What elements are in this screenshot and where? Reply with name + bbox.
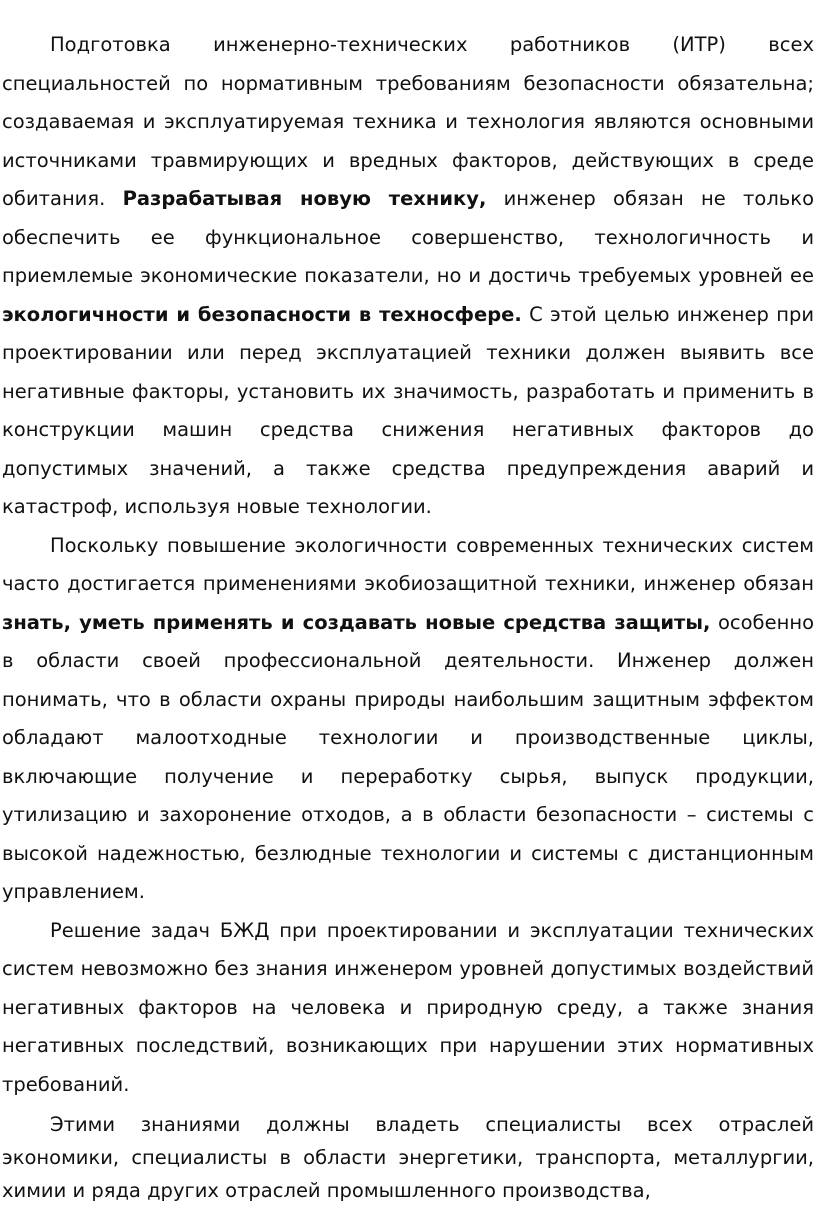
text-run: особенно в области своей профессиональной деятельности. Инженер должен понимать, что в области охраны природы наибольшим защитным эффектом обладают малоотходные технологии и производственные циклы, включающие получение и переработку сырья, выпуск продукции, утилизацию и захоронение отходов, а в области безопасности – системы с высокой надежностью, безлюдные технологии и системы с дистанционным управлением. [2, 610, 814, 903]
bold-text-run: знать, уметь применять и создавать новые средства защиты, [2, 610, 711, 634]
text-run: Этими знаниями должны владеть специалисты всех отраслей экономики, специалисты в области энергетики, транспорта, металлургии, химии и ряда других отраслей промышленного производства, [2, 1113, 814, 1202]
bold-text-run: экологичности и безопасности в техносфере. [2, 302, 522, 326]
bold-text-run: Разрабатывая новую технику, [122, 187, 487, 210]
text-run: С этой целью инженер при проектировании или перед эксплуатацией техники должен выявить все негативные факторы, установить их значимость, разработать и применить в конструкции машин средства снижения негативных факторов до допустимых значений, а также средства предупреждения аварий и катастроф, используя новые технологии. [2, 302, 815, 518]
text-run: инженер обязан не только обеспечить ее функциональное совершенство, технологичность и приемлемые экономические показатели, но и достичь требуемых уровней ее [2, 187, 814, 287]
text-run: Поскольку повышение экологичности современных технических систем часто достигается применениями экобиозащитной техники, инженер обязан [2, 533, 814, 595]
text-run: Решение задач БЖД при проектировании и эксплуатации технических систем невозможно без знания инженером уровней допустимых воздействий негативных факторов на человека и природную среду, а также знания негативных последствий, возникающих при нарушении этих нормативных требований. [2, 918, 814, 1096]
paragraph-protection-means [2, 527, 814, 912]
paragraph-bzhd-tasks [2, 912, 814, 1105]
text-run: Подготовка инженерно-технических работников (ИТР) всех специальностей по нормативным требованиям безопасности обязательна; создаваемая и эксплуатируемая техника и технология являются основными источниками травмирующих и вредных факторов, действующих в среде обитания. [2, 33, 814, 210]
paragraph-specialists [2, 1104, 814, 1207]
paragraph-itr-training [2, 26, 814, 527]
